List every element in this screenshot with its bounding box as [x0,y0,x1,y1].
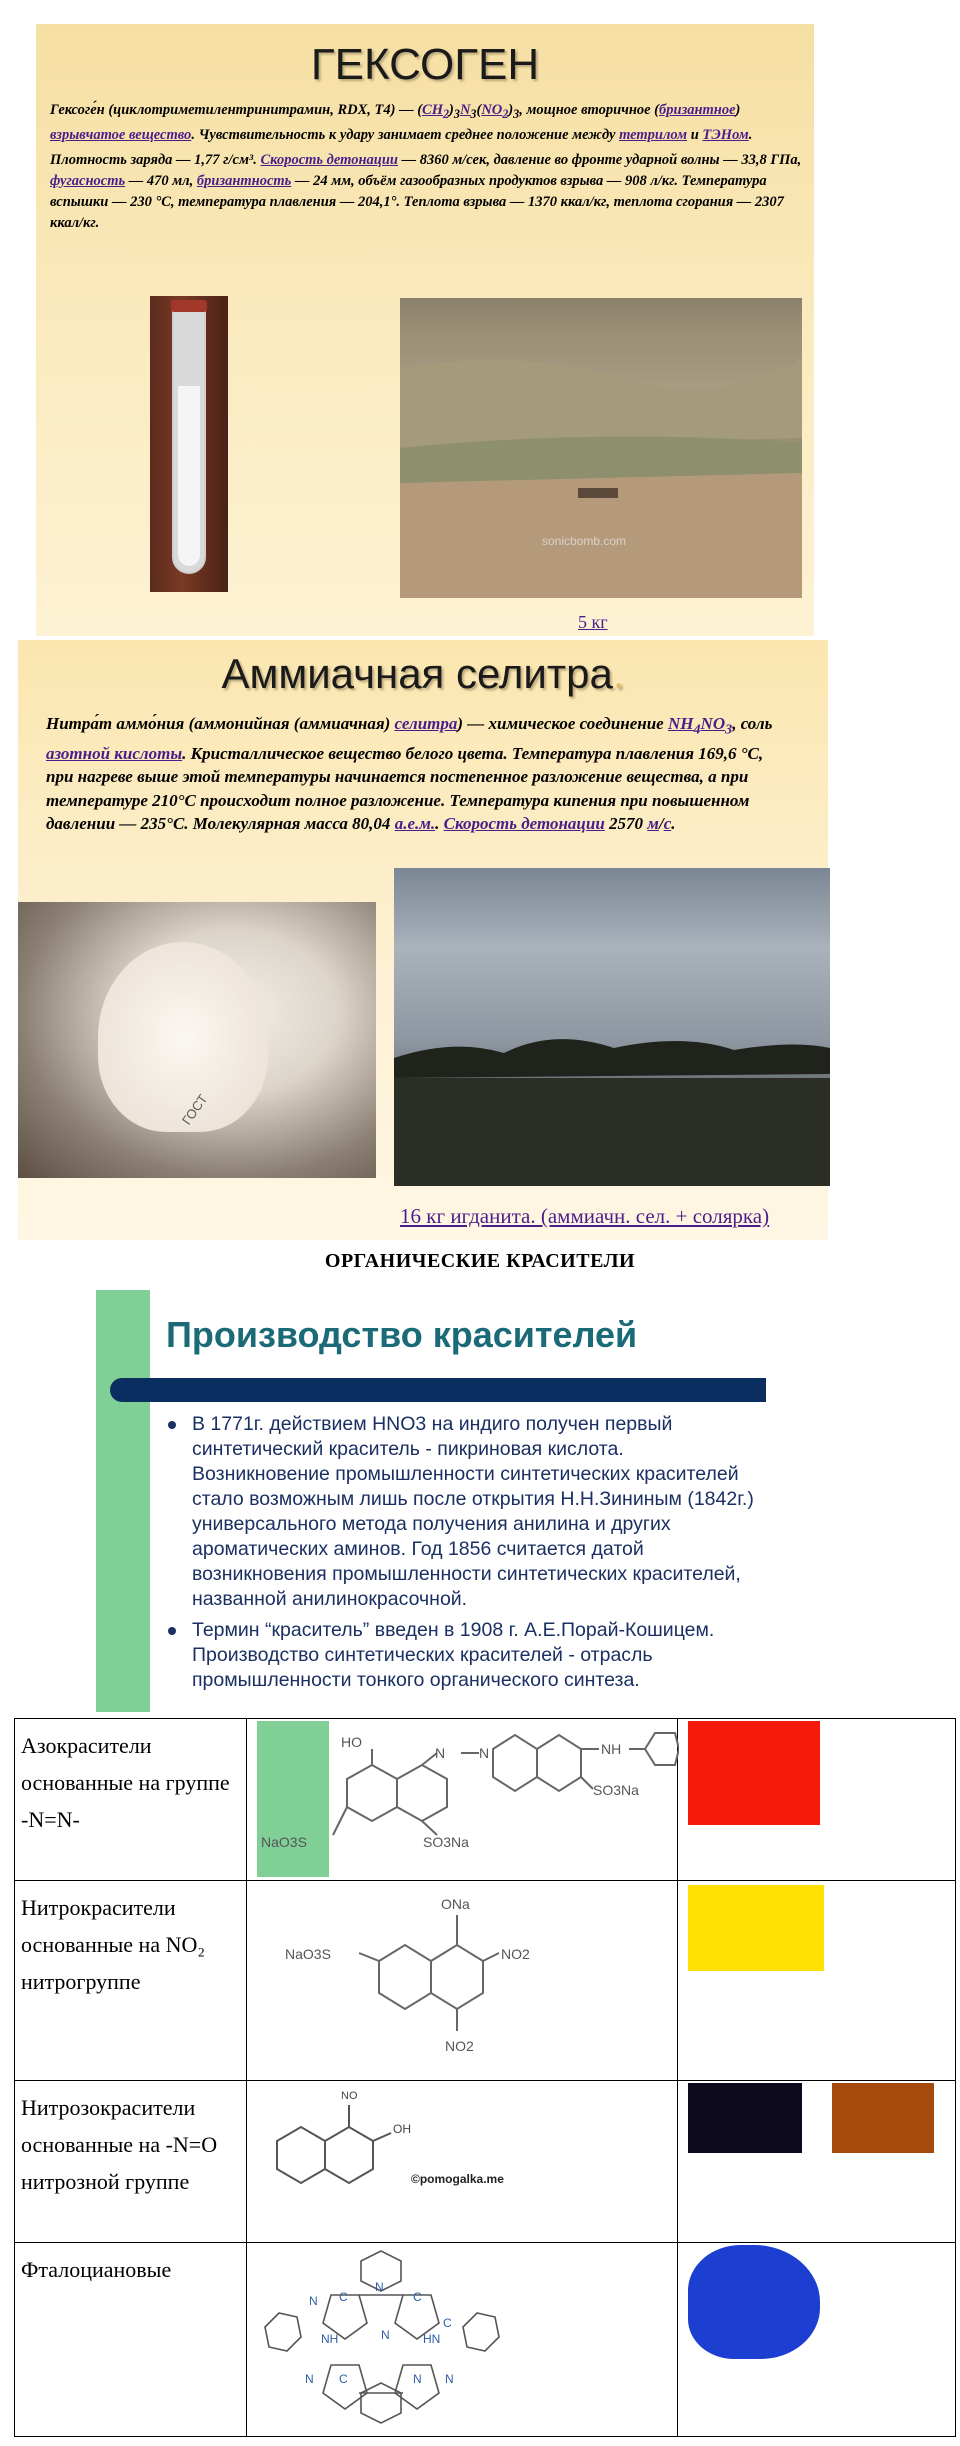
formula-link[interactable] [481,102,509,121]
link-tetryl[interactable]: тетрилом [619,126,688,143]
paragraph [50,150,802,234]
green-accent [257,1721,329,1877]
link-meter[interactable]: м [647,814,659,834]
atom-label: N [412,2372,422,2386]
text: — 24 мм, объём газообразных продуктов взрыва — 908 л/кг. Температура вспышки — 230 °С, температура плавления — 204,1°. Теплота взрыва — 1370 ккал/кг, теплота сгорания — 2307 ккал/кг. [50,172,784,231]
bonds [359,1915,499,2031]
text: . [671,814,676,834]
nitro-dye-structure [247,1881,679,2081]
atom-label: C [412,2290,422,2304]
color-swatch [688,2245,820,2359]
text: NO [700,714,726,733]
atom-label: NH [320,2332,339,2346]
tree-line [394,1039,830,1078]
text: N [459,102,471,118]
structure-cell [246,2081,677,2243]
text: 2 [443,106,450,121]
group-label: NO [340,2090,358,2102]
slide-title: Производство красителей [166,1314,638,1355]
atom-label: N [304,2372,314,2386]
link-detonation[interactable]: Скорость детонации [260,151,398,168]
slide-title: ГЕКСОГЕН [310,40,540,89]
structure-cell [246,1719,677,1881]
link-second[interactable]: с [663,814,672,834]
text: 3 [470,106,477,121]
color-swatch [832,2083,934,2153]
text: ) — химическое соединение [457,714,668,733]
text: ) [508,102,514,118]
text: . [435,814,444,834]
atom-label: C [338,2290,348,2304]
atom-label: N [374,2280,384,2294]
color-cell [678,1881,956,2081]
test-tube [172,304,206,574]
group-label: HO [340,1734,362,1750]
watermark: sonicbomb.com [542,534,627,548]
link-aem[interactable]: а.е.м. [394,814,436,834]
section-heading: ОРГАНИЧЕСКИЕ КРАСИТЕЛИ [324,1250,636,1272]
dye-class-name: Фталоциановые [15,2243,247,2437]
white-granules [98,942,268,1132]
group-label: ONa [440,1896,470,1912]
color-cell [678,1719,956,1881]
text: . [748,126,753,143]
slide-hexogen [36,24,814,636]
formula-link[interactable] [422,102,450,121]
test-tube-photo [150,296,228,592]
link-fugacity[interactable]: фугасность [50,172,126,189]
text: и [687,126,703,143]
text: ( [476,102,482,118]
link-explosive[interactable]: взрывчатое вещество [50,126,192,143]
group-label: NaO3S [284,1946,331,1962]
text: 3 [725,721,733,738]
title-text: Аммиачная селитра [221,650,613,697]
field [394,1078,830,1186]
caption-link[interactable]: 16 кг игданита. (аммиачн. сел. + солярка) [400,1204,770,1228]
atom-label: C [442,2316,452,2330]
atom-label: N [444,2372,454,2386]
table-row [15,1881,956,2081]
text: 2 [502,106,509,121]
text: — 8360 м/сек, давление во фронте ударной волны — 33,8 ГПа, [397,151,802,168]
group-label: NO2 [444,2038,474,2054]
debris [578,488,618,498]
text: Плотность заряда — 1,77 г/см³. [50,151,261,168]
link-selitra[interactable]: селитра [394,714,458,733]
slide-title [18,650,828,698]
slide-ammonium-nitrate [18,640,828,1240]
group-label: SO3Na [422,1834,469,1850]
atom-label: HN [422,2332,441,2346]
phthalocyanine-structure [247,2243,679,2437]
text: Гексоге́н (циклотриметилентринитрамин, RDX, T4) — ( [50,102,423,118]
color-swatch [688,1885,824,1971]
text: / [658,814,664,834]
text: 2570 [604,814,648,834]
dye-table [14,1718,956,2437]
paragraph [50,100,802,146]
formula-link[interactable] [460,102,470,118]
color-cell [678,2081,956,2243]
atom-label: N [478,1745,490,1761]
structure-cell [246,1881,677,2081]
atom-label: N [380,2328,390,2342]
field-scene [400,298,802,598]
accent-bar [96,1290,150,1712]
divider-bar [110,1378,766,1402]
text: . Чувствительность к удару занимает среднее положение между [191,126,620,143]
link-ten[interactable]: ТЭНом [702,126,749,143]
tube-cap [171,300,207,312]
atom-label: N [308,2294,318,2308]
text: . Кристаллическое вещество белого цвета. Температура плавления 169,6 °C, при нагреве выше этой температуры начинается постепенное разложение вещества, а при температуре 210°C происходит полное разложение. Температура кипения при повышенном давлении — 235°C. Молекулярная масса 80,04 [46,743,764,834]
group-label: NaO3S [260,1834,307,1850]
field-landscape-photo [394,868,830,1186]
color-swatch [688,2083,802,2153]
text: — 470 мл, [125,172,197,189]
table-row [15,1719,956,1881]
nitroso-dye-structure [247,2081,679,2243]
link-nitric-acid[interactable]: азотной кислоты [46,743,183,763]
text: 4 [693,721,701,738]
text: ) [735,102,741,118]
atom-label: C [338,2372,348,2386]
color-cell [678,2243,956,2437]
formula-link[interactable] [667,714,733,738]
dye-class-name: Нитрокрасители основанные на NO₂ нитрогруппе [15,1881,247,2081]
text: CH [422,102,443,118]
bonds [277,2105,391,2183]
title-dot: . [612,650,625,697]
text: , соль [732,714,773,733]
explosion-field-photo [400,298,802,598]
atom-label: N [434,1745,446,1761]
structure-cell [246,2243,677,2437]
text: ) [449,102,454,118]
table-row [15,2081,956,2243]
text: 3 [453,106,460,121]
hill [400,358,802,448]
bullet-item: В 1771г. действием HNO3 на индиго получен первый синтетический краситель - пикриновая кислота. Возникновение промышленности синтетических красителей стало возможным лишь после открытия Н.Н.Зининым (1842г.) универсального метода получения анилина и других ароматических аминов. Год 1856 считается датой возникновения промышленности синтетических красителей, названной анилинокрасочной. [162,1412,756,1612]
landscape-scene [394,868,830,1186]
caption-link[interactable]: 5 кг [578,612,608,632]
watermark: ©pomogalka.me [410,2172,504,2186]
group-label: NH [600,1741,622,1757]
link-detonation[interactable]: Скорость детонации [443,814,605,834]
bullet-item: Термин “краситель” введен в 1908 г. А.Е.Порай-Кошицем. Производство синтетических красителей - отрасль промышленности тонкого органического синтеза. [162,1618,756,1693]
dirt-ground [400,468,802,598]
text: Нитра́т аммо́ния (аммонийная (аммиачная) [46,714,395,733]
text: , мощное вторичное ( [519,102,660,118]
white-powder [178,386,200,566]
azo-dye-structure [247,1719,679,1881]
table-row [15,2243,956,2437]
slide-text [46,712,786,836]
text: 3 [513,106,520,121]
slide-dye-production [96,1290,770,1712]
group-label: SO3Na [592,1782,639,1798]
text: NH [667,714,694,733]
bullet-list [162,1412,756,1699]
dye-class-name: Нитрозокрасители основанные на -N=O нитрозной группе [15,2081,247,2243]
bag-print: ГОСТ [178,1091,211,1128]
color-swatch [688,1721,820,1825]
text: NO [481,102,503,118]
slide-text [50,100,802,238]
link-brisant[interactable]: бризантное [659,102,736,118]
group-label: OH [392,2122,411,2136]
fertilizer-bag-photo [18,902,376,1178]
group-label: NO2 [500,1946,530,1962]
link-brisance[interactable]: бризантность [196,172,292,189]
dye-class-name: Азокрасители основанные на группе -N=N- [15,1719,247,1881]
